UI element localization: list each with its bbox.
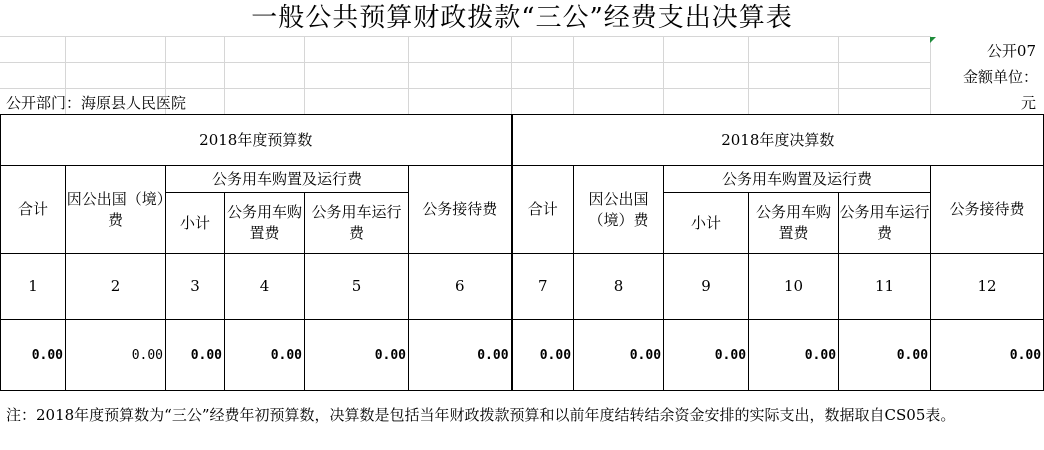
header-total[interactable]: 合计: [512, 166, 574, 254]
header-subtotal[interactable]: 小计: [166, 193, 225, 254]
final-header[interactable]: 2018年度决算数: [512, 115, 1044, 166]
column-number-cell[interactable]: 10: [749, 254, 839, 320]
gridline: [663, 36, 664, 114]
gridline: [511, 36, 512, 114]
value-cell[interactable]: 0.00: [574, 320, 664, 391]
header-vehicle-operation[interactable]: 公务用车运行费: [839, 193, 931, 254]
value-cell[interactable]: 0.00: [664, 320, 749, 391]
value-cell[interactable]: 0.00: [66, 320, 166, 391]
header-subtotal[interactable]: 小计: [664, 193, 749, 254]
header-abroad[interactable]: 因公出国（境）费: [574, 166, 664, 254]
footnote: 注：2018年度预算数为“三公”经费年初预算数，决算数是包括当年财政拨款预算和以前年度结转结余资金安排的实际支出，数据取自CS05表。: [6, 406, 956, 424]
column-number-cell[interactable]: 8: [574, 254, 664, 320]
department-label: 公开部门：海原县人民医院: [6, 94, 187, 112]
gridline: [224, 36, 225, 114]
cell-comment-marker: [930, 37, 936, 43]
header-vehicle-operation[interactable]: 公务用车运行费: [305, 193, 409, 254]
column-number-cell[interactable]: 4: [225, 254, 305, 320]
value-cell[interactable]: 0.00: [166, 320, 225, 391]
column-number-cell[interactable]: 11: [839, 254, 931, 320]
value-cell[interactable]: 0.00: [839, 320, 931, 391]
gridline: [838, 36, 839, 114]
header-vehicle-group[interactable]: 公务用车购置及运行费: [664, 166, 931, 193]
amount-unit-label: 金额单位：: [962, 68, 1038, 86]
gridline: [748, 36, 749, 114]
gridline: [408, 36, 409, 114]
header-total[interactable]: 合计: [1, 166, 66, 254]
gridline: [304, 36, 305, 114]
gridline: [573, 36, 574, 114]
column-number-cell[interactable]: 12: [931, 254, 1044, 320]
value-cell[interactable]: 0.00: [931, 320, 1044, 391]
value-cell[interactable]: 0.00: [749, 320, 839, 391]
gridline: [0, 62, 930, 63]
gridline: [0, 36, 930, 37]
gridline: [930, 36, 931, 114]
gridline: [0, 88, 930, 89]
value-row: [1, 320, 1044, 391]
header-vehicle-purchase[interactable]: 公务用车购置费: [749, 193, 839, 254]
column-number-cell[interactable]: 6: [409, 254, 512, 320]
value-cell[interactable]: 0.00: [305, 320, 409, 391]
value-cell[interactable]: 0.00: [225, 320, 305, 391]
column-number-row: [1, 254, 1044, 320]
column-number-cell[interactable]: 5: [305, 254, 409, 320]
value-cell[interactable]: 0.00: [512, 320, 574, 391]
page-title: 一般公共预算财政拨款“三公”经费支出决算表: [251, 3, 793, 33]
column-number-cell[interactable]: 3: [166, 254, 225, 320]
budget-header[interactable]: 2018年度预算数: [1, 115, 512, 166]
column-number-cell[interactable]: 1: [1, 254, 66, 320]
header-reception[interactable]: 公务接待费: [409, 166, 512, 254]
header-reception[interactable]: 公务接待费: [931, 166, 1044, 254]
header-vehicle-group[interactable]: 公务用车购置及运行费: [166, 166, 409, 193]
column-number-cell[interactable]: 9: [664, 254, 749, 320]
amount-unit-value: 元: [1020, 94, 1036, 112]
expenditure-table: [0, 114, 1044, 391]
column-number-cell[interactable]: 7: [512, 254, 574, 320]
header-abroad[interactable]: 因公出国（境）费: [66, 166, 166, 254]
form-code: 公开07: [986, 42, 1036, 60]
value-cell[interactable]: 0.00: [409, 320, 512, 391]
column-number-cell[interactable]: 2: [66, 254, 166, 320]
value-cell[interactable]: 0.00: [1, 320, 66, 391]
header-vehicle-purchase[interactable]: 公务用车购置费: [225, 193, 305, 254]
